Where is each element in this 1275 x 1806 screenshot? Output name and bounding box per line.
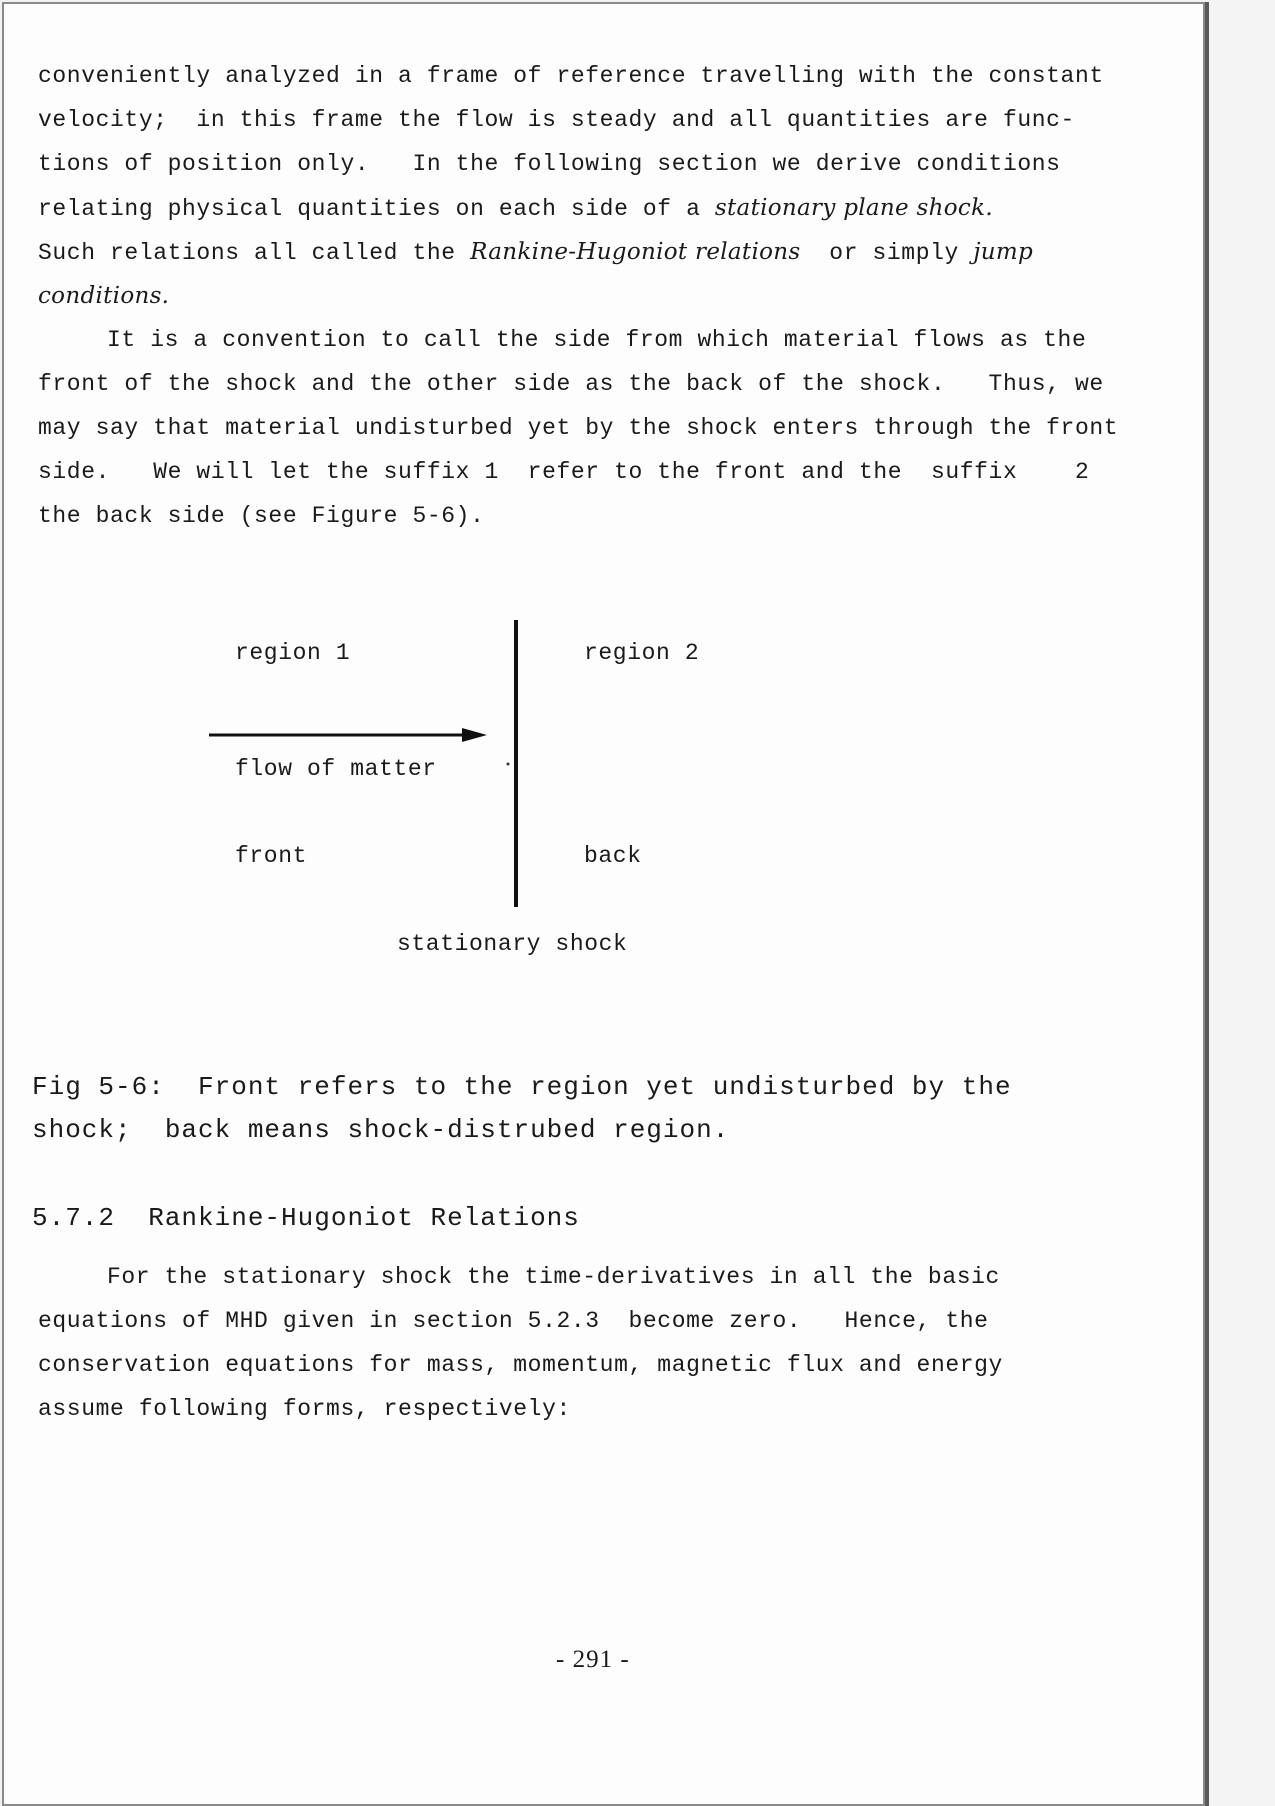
flow-arrow-head xyxy=(462,728,487,742)
italic-term: jump xyxy=(973,239,1033,265)
region-1-label: region 1 xyxy=(235,640,351,666)
paragraph-line: Such relations all called the Rankine-Hugoniot relations or simply jump xyxy=(38,239,1033,266)
section-heading: 5.7.2 Rankine-Hugoniot Relations xyxy=(32,1203,580,1233)
italic-term: stationary plane shock. xyxy=(714,195,993,221)
back-label: back xyxy=(584,843,642,869)
italic-term: conditions. xyxy=(38,283,170,309)
paragraph-line: may say that material undisturbed yet by the shock enters through the front xyxy=(38,415,1119,441)
paragraph-line: conveniently analyzed in a frame of reference travelling with the constant xyxy=(38,63,1104,89)
front-label: front xyxy=(235,843,308,869)
paragraph-line: the back side (see Figure 5-6). xyxy=(38,503,485,529)
figure-caption: shock; back means shock-distrubed region. xyxy=(32,1115,730,1145)
figure-caption: Fig 5-6: Front refers to the region yet undisturbed by the xyxy=(32,1072,1012,1102)
paragraph-line: assume following forms, respectively: xyxy=(38,1396,571,1422)
speck xyxy=(507,763,510,766)
region-2-label: region 2 xyxy=(584,640,700,666)
paragraph-line: side. We will let the suffix 1 refer to the front and the suffix 2 xyxy=(38,459,1090,485)
paragraph-line: tions of position only. In the following section we derive conditions xyxy=(38,151,1061,177)
paragraph-line: relating physical quantities on each side of a stationary plane shock. xyxy=(38,195,993,222)
paragraph-line: It is a convention to call the side from which material flows as the xyxy=(107,327,1087,353)
page-number: - 291 - xyxy=(556,1646,630,1673)
italic-term: Rankine-Hugoniot relations xyxy=(470,239,801,265)
paragraph-line: conservation equations for mass, momentum, magnetic flux and energy xyxy=(38,1352,1003,1378)
shock-label: stationary shock xyxy=(397,931,628,957)
flow-label: flow of matter xyxy=(235,756,437,782)
paragraph-line: front of the shock and the other side as the back of the shock. Thus, we xyxy=(38,371,1104,397)
paragraph-line: velocity; in this frame the flow is steady and all quantities are func- xyxy=(38,107,1075,133)
paragraph-line: For the stationary shock the time-derivatives in all the basic xyxy=(107,1264,1000,1290)
paragraph-line: equations of MHD given in section 5.2.3 become zero. Hence, the xyxy=(38,1308,989,1334)
